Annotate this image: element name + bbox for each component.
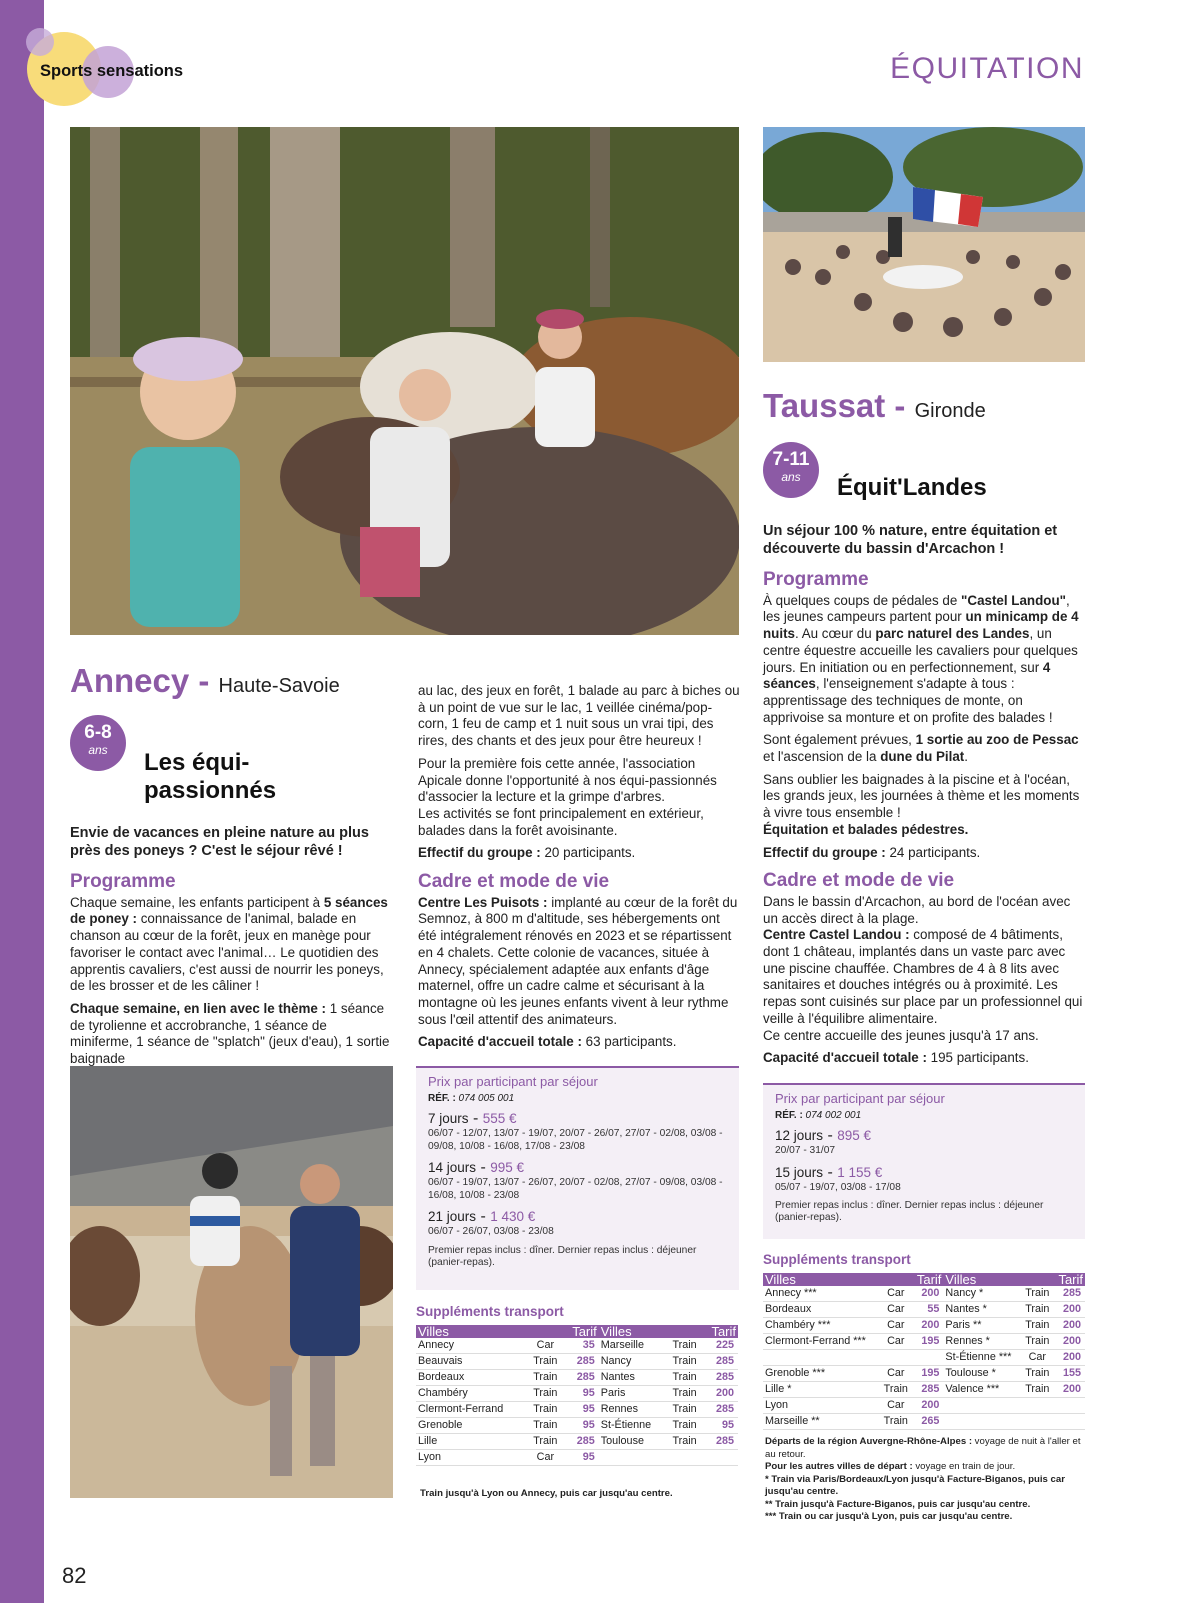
- annecy-effectif: Effectif du groupe : 20 participants.: [418, 845, 636, 861]
- transport-cell: Train: [528, 1402, 563, 1418]
- taussat-age-unit: ans: [781, 470, 801, 484]
- transport-row: [416, 1418, 738, 1434]
- taussat-intro: Un séjour 100 % nature, entre équitation et découverte du bassin d'Arcachon !: [763, 523, 1058, 557]
- transport-cell: 35: [563, 1338, 599, 1354]
- section-title: ÉQUITATION: [890, 52, 1084, 85]
- transport-cell: 285: [563, 1370, 599, 1386]
- transport-cell: 285: [912, 1382, 944, 1398]
- transport-row: [416, 1354, 738, 1370]
- transport-cell: Car: [880, 1302, 911, 1318]
- taussat-price-15: 15 jours - 1 155 € 05/07 - 19/07, 03/08 - 17/08: [775, 1163, 901, 1193]
- transport-row: [416, 1402, 738, 1418]
- transport-cell: [599, 1450, 667, 1466]
- transport-cell: Beauvais: [416, 1354, 528, 1370]
- transport-cell: Valence ***: [943, 1382, 1021, 1398]
- transport-cell: Lyon: [763, 1398, 880, 1414]
- transport-cell: [763, 1350, 880, 1366]
- taussat-transport-title: Suppléments transport: [763, 1252, 911, 1267]
- transport-row: [416, 1370, 738, 1386]
- transport-cell: 155: [1053, 1366, 1085, 1382]
- transport-row: [763, 1318, 1085, 1334]
- transport-row: [763, 1302, 1085, 1318]
- transport-cell: 285: [702, 1370, 738, 1386]
- transport-cell: Train: [880, 1414, 911, 1430]
- transport-cell: [1022, 1398, 1053, 1414]
- taussat-price-12: 12 jours - 895 € 20/07 - 31/07: [775, 1127, 872, 1156]
- transport-cell: Lille: [416, 1434, 528, 1450]
- transport-cell: Clermont-Ferrand ***: [763, 1334, 880, 1350]
- taussat-capacite: Capacité d'accueil totale : 195 participants.: [763, 1050, 1029, 1066]
- taussat-programme-p3: Sans oublier les baignades à la piscine et à l'océan, les grands jeux, les journées à thème et les moments à vivre tous ensemble !: [763, 771, 1080, 821]
- transport-cell: Train: [667, 1418, 702, 1434]
- transport-row: [763, 1350, 1085, 1366]
- annecy-heading: [70, 662, 340, 700]
- transport-cell: Grenoble: [416, 1418, 528, 1434]
- transport-row: [416, 1338, 738, 1354]
- transport-cell: 55: [912, 1302, 944, 1318]
- transport-cell: 285: [702, 1354, 738, 1370]
- transport-cell: Nancy: [599, 1354, 667, 1370]
- taussat-price-title: Prix par participant par séjour: [775, 1091, 945, 1106]
- transport-cell: Paris: [599, 1386, 667, 1402]
- transport-cell: Clermont-Ferrand: [416, 1402, 528, 1418]
- transport-cell: Train: [667, 1386, 702, 1402]
- annecy-programme-p2: Chaque semaine, en lien avec le thème : 1 séance de tyrolienne et accrobranche, 1 séance de miniferme, 1 séance de "splatch" (jeux d'eau), 1 sortie baignade: [70, 1000, 390, 1067]
- taussat-transport-table: Villes Tarif Villes Tarif Annecy *** Car 200 Nancy * Train 285 Bordeaux Car 55 Nantes * Train 200 Chambéry *** Car 200 Paris ** Train 200 Clermont-Ferrand *** Car 195 Rennes * Train 200 St-Étienne *** Car 200 Grenoble *** Car 195 Toulouse * Train 155 Lille * Train 285 Valence *** Train 200 Lyon Car 200 Marseille ** Train 265: [763, 1273, 1085, 1430]
- annecy-meal-note: Premier repas inclus : dîner. Dernier repas inclus : déjeuner (panier-repas).: [428, 1244, 697, 1268]
- transport-cell: Chambéry: [416, 1386, 528, 1402]
- taussat-meal-note: Premier repas inclus : dîner. Dernier repas inclus : déjeuner (panier-repas).: [775, 1200, 1044, 1223]
- annecy-location: Annecy -: [70, 662, 210, 699]
- transport-cell: Train: [528, 1386, 563, 1402]
- transport-cell: 285: [1053, 1286, 1085, 1302]
- transport-cell: Train: [667, 1402, 702, 1418]
- transport-cell: Marseille: [599, 1338, 667, 1354]
- transport-cell: Train: [667, 1354, 702, 1370]
- transport-cell: Car: [1022, 1350, 1053, 1366]
- transport-cell: [880, 1350, 911, 1366]
- page-number: 82: [62, 1563, 87, 1588]
- transport-cell: [702, 1450, 738, 1466]
- transport-row: [763, 1398, 1085, 1414]
- transport-cell: 95: [563, 1386, 599, 1402]
- annecy-programme-p1: Chaque semaine, les enfants participent à 5 séances de poney : connaissance de l'animal, balade en chanson au cœur de la forêt, jeux en manège pour favoriser le contact avec l'animal… Le quotidien des apprentis cavaliers, c'est aussi de nourrir les poneys, de les brosser et de les câliner !: [70, 894, 388, 994]
- photo-kids-ponies: [70, 127, 739, 635]
- taussat-ref: RÉF. : 074 002 001: [775, 1110, 862, 1121]
- annecy-region: Haute-Savoie: [218, 675, 340, 697]
- transport-cell: 285: [702, 1402, 738, 1418]
- annecy-programme-p4: Les activités se font principalement en extérieur, balades dans la forêt avoisinante.: [418, 805, 704, 838]
- transport-cell: [1053, 1414, 1085, 1430]
- taussat-region: Gironde: [914, 400, 986, 422]
- transport-cell: Train: [1022, 1286, 1053, 1302]
- annecy-capacite: Capacité d'accueil totale : 63 participants.: [418, 1034, 677, 1050]
- transport-cell: 200: [912, 1318, 944, 1334]
- annecy-transport-table: Villes Tarif Villes Tarif Annecy Car 35 Marseille Train 225 Beauvais Train 285 Nancy Train 285 Bordeaux Train 285 Nantes Train 285 Chambéry Train 95 Paris Train 200 Clermont-Ferrand Train 95 Rennes Train 285 Grenoble Train 95 St-Étienne Train 95 Lille Train 285 Toulouse Train 285 Lyon Car 95: [416, 1325, 738, 1466]
- annecy-cadre: Centre Les Puisots : implanté au cœur de la forêt du Semnoz, à 800 m d'altitude, ses hébergements ont été intégralement rénovés en 2023 et se répartissent en 4 chalets. Cette colonie de vacances, située à Annecy, spécialement adaptée aux enfants d'âge maternel, offre un cadre calme et sécurisant à la montagne où les jeunes enfants vivent à leur rythme sous l'œil attentif des animateurs.: [418, 894, 738, 1027]
- transport-cell: Car: [528, 1450, 563, 1466]
- transport-cell: Marseille **: [763, 1414, 880, 1430]
- transport-cell: Paris **: [943, 1318, 1021, 1334]
- transport-row: [416, 1386, 738, 1402]
- transport-cell: Car: [528, 1338, 563, 1354]
- taussat-programme-title: Programme: [763, 569, 869, 590]
- taussat-programme-p4: Équitation et balades pédestres.: [763, 821, 969, 837]
- transport-cell: St-Étienne ***: [943, 1350, 1021, 1366]
- transport-cell: Train: [1022, 1302, 1053, 1318]
- transport-cell: Toulouse: [599, 1434, 667, 1450]
- transport-cell: 195: [912, 1334, 944, 1350]
- transport-cell: 200: [912, 1286, 944, 1302]
- transport-cell: Annecy ***: [763, 1286, 880, 1302]
- photo-riding-arena: [70, 1066, 393, 1498]
- transport-row: [763, 1382, 1085, 1398]
- taussat-price-box: [763, 1083, 1085, 1239]
- transport-cell: Car: [880, 1318, 911, 1334]
- category-label: Sports sensations: [40, 62, 184, 80]
- transport-cell: Car: [880, 1286, 911, 1302]
- annecy-intro: Envie de vacances en pleine nature au plus près des poneys ? C'est le séjour rêvé !: [70, 825, 369, 859]
- transport-cell: 95: [702, 1418, 738, 1434]
- transport-cell: 200: [1053, 1318, 1085, 1334]
- transport-cell: 95: [563, 1402, 599, 1418]
- transport-row: [416, 1434, 738, 1450]
- transport-row: [763, 1286, 1085, 1302]
- transport-cell: 285: [702, 1434, 738, 1450]
- transport-cell: Train: [667, 1434, 702, 1450]
- transport-row: [416, 1450, 738, 1466]
- annecy-programme-p3: Pour la première fois cette année, l'association Apicale donne l'opportunité à nos équi-passionnés d'associer la lecture et la grimpe d'arbres.: [418, 755, 717, 805]
- annecy-price-14: 14 jours - 995 € 06/07 - 19/07, 13/07 - 26/07, 20/07 - 02/08, 27/07 - 09/08, 03/08 - 16/08, 10/08 - 23/08: [428, 1159, 723, 1201]
- transport-cell: Bordeaux: [763, 1302, 880, 1318]
- transport-cell: Train: [667, 1338, 702, 1354]
- annecy-programme-p2-cont: au lac, des jeux en forêt, 1 balade au parc à biches ou à un point de vue sur le lac, 1 veillée cinéma/pop-corn, 1 feu de camp et 1 nuit sous un vrai tipi, des rires, des chants et des jeux pour être heureux !: [418, 683, 740, 749]
- transport-cell: Grenoble ***: [763, 1366, 880, 1382]
- annecy-age: 6-8: [84, 722, 112, 743]
- transport-cell: 200: [702, 1386, 738, 1402]
- annecy-price-box: [416, 1066, 739, 1290]
- taussat-age: 7-11: [772, 449, 810, 470]
- transport-cell: Train: [667, 1370, 702, 1386]
- transport-cell: Train: [880, 1382, 911, 1398]
- annecy-col-left: [70, 870, 392, 1074]
- transport-cell: Car: [880, 1334, 911, 1350]
- taussat-col: [763, 568, 1085, 1073]
- transport-cell: 200: [1053, 1350, 1085, 1366]
- transport-cell: 225: [702, 1338, 738, 1354]
- transport-cell: 265: [912, 1414, 944, 1430]
- photo-beach-group: [763, 127, 1085, 362]
- transport-cell: [667, 1450, 702, 1466]
- transport-cell: Chambéry ***: [763, 1318, 880, 1334]
- transport-cell: Nancy *: [943, 1286, 1021, 1302]
- taussat-age-badge: [763, 442, 819, 498]
- transport-cell: Train: [528, 1370, 563, 1386]
- transport-cell: Train: [528, 1354, 563, 1370]
- taussat-cadre: Dans le bassin d'Arcachon, au bord de l'océan avec un accès direct à la plage. Centre Castel Landou : composé de 4 bâtiments, dont 1 château, implantés dans un vaste parc avec une piscine chauffée. Chambres de 4 à 8 lits avec sanitaires et douches intégrés ou à proximité. Les repas sont cuisinés sur place par un professionnel qui veille à l'équilibre alimentaire. Ce centre accueille des jeunes jusqu'à 17 ans.: [763, 893, 1083, 1043]
- annecy-price-title: Prix par participant par séjour: [428, 1074, 598, 1089]
- transport-cell: Toulouse *: [943, 1366, 1021, 1382]
- transport-cell: Lyon: [416, 1450, 528, 1466]
- transport-cell: 200: [912, 1398, 944, 1414]
- taussat-heading: [763, 387, 986, 425]
- transport-row: [763, 1334, 1085, 1350]
- transport-cell: [1053, 1398, 1085, 1414]
- transport-cell: Nantes: [599, 1370, 667, 1386]
- annecy-age-unit: ans: [88, 743, 108, 757]
- annecy-transport-title: Suppléments transport: [416, 1304, 564, 1319]
- annecy-price-21: 21 jours - 1 430 € 06/07 - 26/07, 03/08 - 23/08: [428, 1208, 554, 1237]
- transport-cell: 95: [563, 1418, 599, 1434]
- transport-cell: 285: [563, 1354, 599, 1370]
- transport-cell: St-Étienne: [599, 1418, 667, 1434]
- transport-cell: Train: [528, 1434, 563, 1450]
- side-band: [0, 0, 44, 1603]
- category-badge: [24, 26, 194, 112]
- transport-cell: 95: [563, 1450, 599, 1466]
- transport-cell: 285: [563, 1434, 599, 1450]
- transport-row: [763, 1366, 1085, 1382]
- transport-cell: Lille *: [763, 1382, 880, 1398]
- transport-cell: [912, 1350, 944, 1366]
- transport-cell: [943, 1398, 1021, 1414]
- annecy-col-right: [418, 683, 740, 1057]
- annecy-stay-title: Les équi-passionnés: [144, 749, 277, 804]
- annecy-age-badge: [70, 715, 126, 771]
- transport-cell: Nantes *: [943, 1302, 1021, 1318]
- transport-cell: 200: [1053, 1334, 1085, 1350]
- transport-cell: Rennes: [599, 1402, 667, 1418]
- transport-cell: Annecy: [416, 1338, 528, 1354]
- transport-cell: Car: [880, 1398, 911, 1414]
- transport-row: [763, 1414, 1085, 1430]
- transport-cell: 200: [1053, 1382, 1085, 1398]
- taussat-stay-title: Équit'Landes: [837, 474, 987, 501]
- transport-cell: Train: [1022, 1334, 1053, 1350]
- transport-cell: Train: [528, 1418, 563, 1434]
- transport-cell: [943, 1414, 1021, 1430]
- transport-cell: 200: [1053, 1302, 1085, 1318]
- transport-cell: Train: [1022, 1366, 1053, 1382]
- taussat-programme-p1: À quelques coups de pédales de "Castel Landou", les jeunes campeurs partent pour un minicamp de 4 nuits. Au cœur du parc naturel des Landes, un centre équestre accueille les cavaliers pour quelques jours. En initiation ou en perfectionnement, sur 4 séances, l'enseignement s'adapte à tous : apprentissage des techniques de monte, on apprivoise sa monture et on profite des balades !: [763, 592, 1079, 725]
- taussat-transport-footnotes: Départs de la région Auvergne-Rhône-Alpes : voyage de nuit à l'aller et au retour. Pour les autres villes de départ : voyage en train de jour. * Train via Paris/Bordeaux/Lyon jusqu'à Facture-Biganos, puis car jusqu'au centre. ** Train jusqu'à Facture-Biganos, puis car jusqu'au centre. *** Train ou car jusqu'à Lyon, puis car jusqu'au centre.: [765, 1436, 1081, 1522]
- annecy-ref: RÉF. : 074 005 001: [428, 1093, 515, 1104]
- transport-cell: Car: [880, 1366, 911, 1382]
- taussat-programme-p2: Sont également prévues, 1 sortie au zoo de Pessac et l'ascension de la dune du Pilat.: [763, 732, 1079, 765]
- taussat-effectif: Effectif du groupe : 24 participants.: [763, 844, 981, 860]
- transport-cell: Train: [1022, 1382, 1053, 1398]
- transport-cell: Train: [1022, 1318, 1053, 1334]
- annecy-programme-title: Programme: [70, 871, 176, 892]
- transport-cell: 195: [912, 1366, 944, 1382]
- transport-cell: Bordeaux: [416, 1370, 528, 1386]
- annecy-transport-footnote: Train jusqu'à Lyon ou Annecy, puis car jusqu'au centre.: [420, 1488, 673, 1499]
- annecy-price-7: 7 jours - 555 € 06/07 - 12/07, 13/07 - 19/07, 20/07 - 26/07, 27/07 - 02/08, 03/08 - 09/08, 10/08 - 16/08, 17/08 - 23/08: [428, 1110, 723, 1152]
- taussat-cadre-title: Cadre et mode de vie: [763, 870, 955, 892]
- transport-cell: Rennes *: [943, 1334, 1021, 1350]
- taussat-location: Taussat -: [763, 387, 906, 424]
- annecy-cadre-title: Cadre et mode de vie: [418, 871, 610, 893]
- transport-cell: [1022, 1414, 1053, 1430]
